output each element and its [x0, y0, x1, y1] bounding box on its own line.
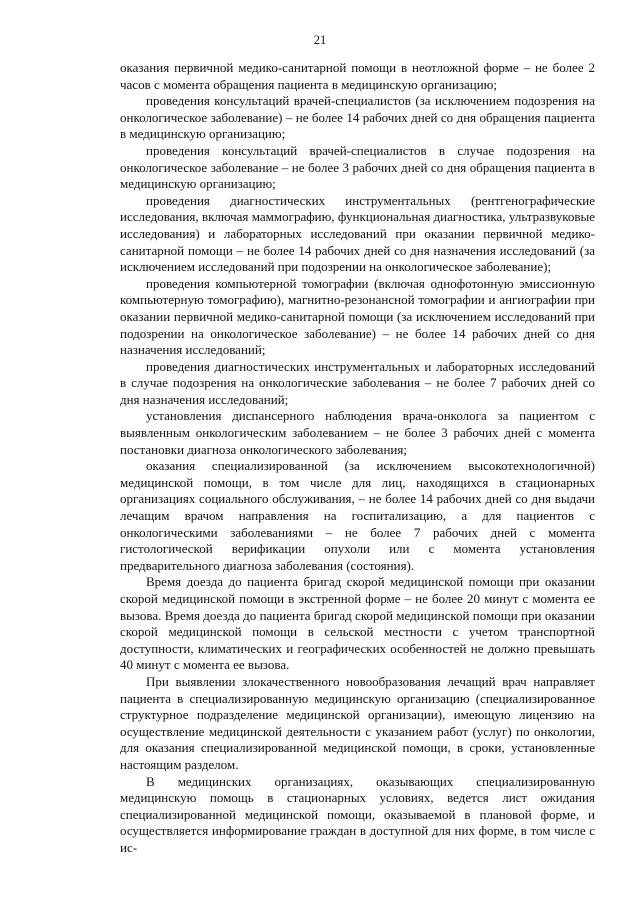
paragraph-ambulance-arrival-time: Время доезда до пациента бригад скорой медицинской помощи при оказании скорой медицинской помощи в экстренной форме – не более 20 минут с момента ее вызова. Время доезда до пациента бригад скорой медицинской помощи при оказании скорой медицинской помощи в сельской местности с учетом транспортной доступности, климатических и географических особенностей не должно превышать 40 минут с момента ее вызова.	[120, 574, 595, 673]
paragraph-waiting-list: В медицинских организациях, оказывающих специализированную медицинскую помощь в стационарных условиях, ведется лист ожидания специализированной медицинской помощи, оказываемой в плановой форме, и осуществляется информирование граждан в доступной для них форме, в том числе с ис-	[120, 773, 595, 855]
paragraph-emergency-primary-care: оказания первичной медико-санитарной помощи в неотложной форме – не более 2 часов с момента обращения пациента в медицинскую организацию;	[120, 60, 595, 92]
paragraph-specialist-consultations: проведения консультаций врачей-специалистов (за исключением подозрения на онкологическое заболевание) – не более 14 рабочих дней со дня обращения пациента в медицинскую организацию;	[120, 93, 595, 142]
paragraph-oncology-consultations: проведения консультаций врачей-специалистов в случае подозрения на онкологическое заболевание – не более 3 рабочих дней со дня обращения пациента в медицинскую организацию;	[120, 142, 595, 192]
paragraph-specialized-care: оказания специализированной (за исключением высокотехнологичной) медицинской помощи, в том числе для лиц, находящихся в стационарных организациях социального обслуживания, – не более 14 рабочих дней со дня выдачи лечащим врачом направления на госпитализацию, а для пациентов с онкологическими заболеваниями – не более 7 рабочих дней с момента гистологической верификации опухоли или с момента установления предварительного диагноза заболевания (состояния).	[120, 458, 595, 573]
paragraph-malignancy-referral: При выявлении злокачественного новообразования лечащий врач направляет пациента в специализированную медицинскую организацию (специализированное структурное подразделение медицинской организации), имеющую лицензию на осуществление медицинской деятельности с указанием работ (услуг) по онкологии, для оказания специализированной медицинской помощи, в сроки, установленные настоящим разделом.	[120, 673, 595, 772]
page-number: 21	[313, 33, 327, 47]
paragraph-oncology-diagnostics: проведения диагностических инструментальных и лабораторных исследований в случае подозрения на онкологические заболевания – не более 7 рабочих дней со дня назначения исследований;	[120, 358, 595, 407]
paragraph-oncologist-followup: установления диспансерного наблюдения врача-онколога за пациентом с выявленным онкологическим заболеванием – не более 3 рабочих дней с момента постановки диагноза онкологического заболевания;	[120, 408, 595, 457]
paragraph-ct-mri-angiography: проведения компьютерной томографии (включая однофотонную эмиссионную компьютерную томографию), магнитно-резонансной томографии и ангиографии при оказании первичной медико-санитарной помощи (за исключением исследований при подозрении на онкологическое заболевание) – не более 14 рабочих дней со дня назначения исследований;	[120, 275, 595, 358]
document-body	[120, 60, 595, 857]
paragraph-diagnostic-studies: проведения диагностических инструментальных (рентгенографические исследования, включая маммографию, функциональная диагностика, ультразвуковые исследования) и лабораторных исследований при оказании первичной медико-санитарной помощи – не более 14 рабочих дней со дня назначения исследований (за исключением исследований при подозрении на онкологическое заболевание);	[120, 192, 595, 275]
